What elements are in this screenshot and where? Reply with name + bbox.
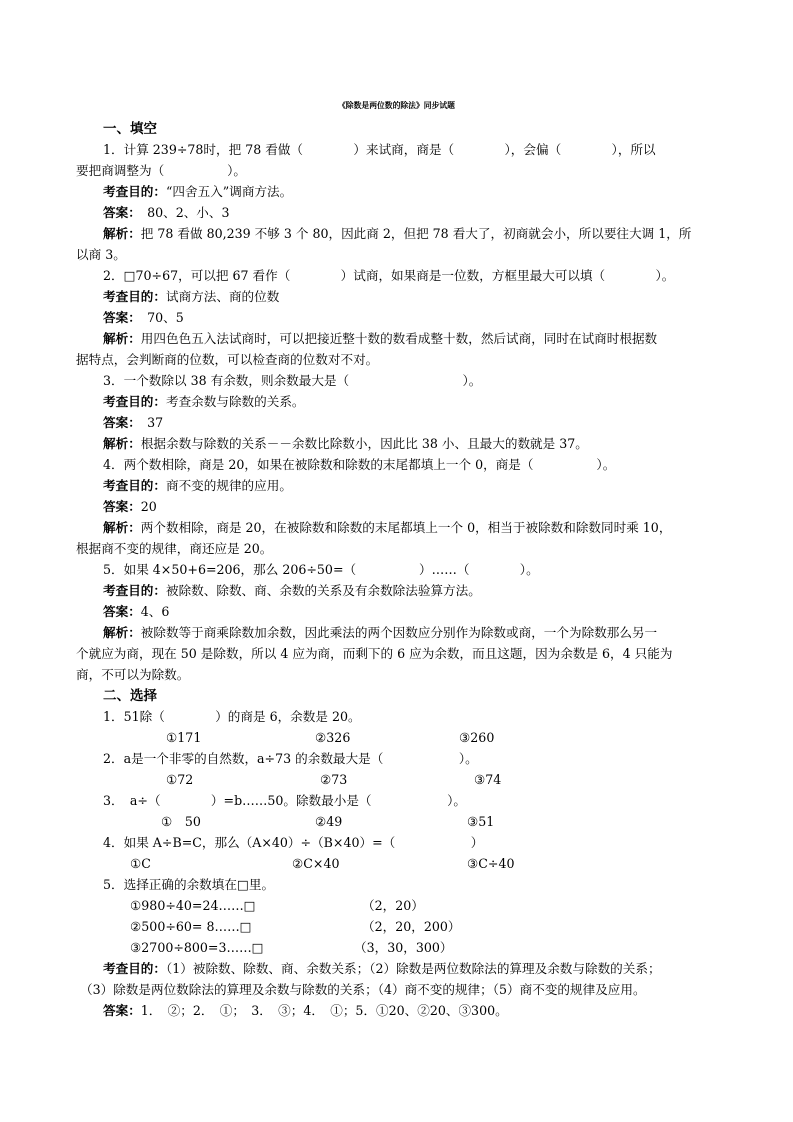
q5-analysis-line2: 个就应为商，现在 50 是除数，所以 4 应为商，而剩下的 6 应为余数，而且这题，因为余数是 6，4 只能为 (76, 646, 673, 661)
page-title: 《除数是两位数的除法》同步试题 (338, 101, 455, 110)
q1-analysis-text1: 把 78 看做 80,239 不够 3 个 80，因此商 2，但把 78 看大了，初商就会小，所以要往大调 1，所 (140, 226, 692, 241)
c4-option-2: ②C×40 (292, 856, 340, 871)
q5-text-line1: 5．如果 4×50+6=206，那么 206÷50=（ ）……（ ）。 (103, 562, 539, 577)
c1-option-2: ②326 (315, 730, 351, 745)
q3-analysis-line1 (103, 435, 588, 453)
q5-answer (103, 603, 169, 621)
c2-question: 2．a是一个非零的自然数，a÷73 的余数最大是（ ）。 (103, 751, 478, 766)
c4-question: 4．如果 A÷B=C，那么（A×40）÷（B×40）=（ ） (103, 835, 484, 850)
q2-analysis-line2: 据特点，会判断商的位数，可以检查商的位数对不对。 (76, 352, 379, 367)
analysis-label: 解析： (103, 436, 141, 451)
c5-row-3-options: （3，30，300） (354, 940, 453, 955)
answer-label: 答案： (103, 415, 135, 430)
q4-answer-text: 20 (140, 499, 157, 514)
q2-answer (103, 309, 184, 327)
c5-row-3: ③2700÷800=3……□ (130, 940, 264, 955)
q1-analysis-line1 (103, 225, 691, 243)
answer-label: 答案： (103, 310, 135, 325)
c3-question: 3． a÷（ ）=b……50。除数最小是（ ）。 (103, 793, 466, 808)
q1-answer-text: 80、2、小、3 (134, 205, 230, 220)
answer-label: 答案： (103, 499, 141, 514)
q4-analysis-text1: 两个数相除，商是 20，在被除数和除数的末尾都填上一个 0，相当于被除数和除数同时乘 10， (140, 520, 672, 535)
q2-analysis-text1: 用四色色五入法试商时，可以把接近整十数的数看成整十数，然后试商，同时在试商时根据数 (140, 331, 658, 346)
q1-analysis-line2: 以商 3。 (76, 247, 126, 262)
q5-analysis-line3: 商，不可以为除数。 (76, 667, 190, 682)
q4-analysis-line2: 根据商不变的规律，商还应是 20。 (76, 541, 273, 556)
c3-option-3: ③51 (467, 814, 495, 829)
q4-purpose-text: 商不变的规律的应用。 (165, 478, 292, 493)
section-heading-fill-blank: 一、填空 (103, 121, 157, 137)
answer-label: 答案： (103, 1003, 141, 1018)
c5-row-2-options: （2，20，200） (362, 919, 461, 934)
q2-purpose-text: 试商方法、商的位数 (165, 289, 280, 304)
c4-option-1: ①C (130, 856, 151, 871)
q5-purpose (103, 582, 481, 600)
q2-answer-text: 70、5 (134, 310, 184, 325)
q2-analysis-line1 (103, 330, 657, 348)
q4-analysis-line1 (103, 519, 671, 537)
summary-purpose-line2: （3）除数是两位数除法的算理及余数与除数的关系；（4）商不变的规律；（5）商不变的规律及应用。 (80, 982, 646, 997)
answer-label: 答案： (103, 205, 135, 220)
purpose-label: 考查目的： (103, 394, 166, 409)
section-heading-choice: 二、选择 (103, 688, 157, 704)
purpose-label: 考查目的： (103, 289, 166, 304)
c5-row-1: ①980÷40=24……□ (130, 898, 256, 913)
c2-option-1: ①72 (166, 772, 194, 787)
summary-answer (103, 1002, 508, 1020)
q2-text-line1: 2．□70÷67，可以把 67 看作（ ）试商，如果商是一位数，方框里最大可以填（ ）。 (103, 268, 675, 283)
q5-analysis-text1: 被除数等于商乘除数加余数，因此乘法的两个因数应分别作为除数或商，一个为除数那么另一 (140, 625, 658, 640)
q3-answer (103, 414, 163, 432)
q3-text-line1: 3．一个数除以 38 有余数，则余数最大是（ ）。 (103, 373, 482, 388)
c1-option-3: ③260 (459, 730, 495, 745)
c1-option-1: ①171 (166, 730, 202, 745)
q1-text-line1: 1．计算 239÷78时，把 78 看做（ ）来试商，商是（ ），会偏（ ），所以 (103, 142, 656, 157)
q1-purpose-text: “四舍五入”调商方法。 (165, 184, 293, 199)
q3-purpose-text: 考查余数与除数的关系。 (165, 394, 305, 409)
q4-text-line1: 4．两个数相除，商是 20，如果在被除数和除数的末尾都填上一个 0，商是（ ）。 (103, 457, 616, 472)
summary-answer-text: 1． ②；2． ①； 3． ③；4． ①；5．①20、②20、③300。 (140, 1003, 508, 1018)
c5-question: 5．选择正确的余数填在□里。 (103, 877, 275, 892)
q2-purpose (103, 288, 279, 306)
analysis-label: 解析： (103, 331, 141, 346)
purpose-label: 考查目的： (103, 583, 166, 598)
c3-option-1: ① 50 (161, 814, 201, 829)
summary-purpose-line1 (103, 960, 661, 978)
q4-answer (103, 498, 157, 516)
answer-label: 答案： (103, 604, 141, 619)
purpose-label: 考查目的： (103, 961, 166, 976)
c1-question: 1．51除（ ）的商是 6，余数是 20。 (103, 709, 361, 724)
c2-option-2: ②73 (320, 772, 348, 787)
q3-purpose (103, 393, 305, 411)
c5-row-2: ②500÷60= 8……□ (130, 919, 252, 934)
q3-analysis-text1: 根据余数与除数的关系－－余数比除数小，因此比 38 小、且最大的数就是 37。 (140, 436, 588, 451)
q5-analysis-line1 (103, 624, 657, 642)
summary-purpose-text1: （1）被除数、除数、商、余数关系；（2）除数是两位数除法的算理及余数与除数的关系； (165, 961, 661, 976)
analysis-label: 解析： (103, 226, 141, 241)
c4-option-3: ③C÷40 (467, 856, 515, 871)
q1-purpose (103, 183, 292, 201)
analysis-label: 解析： (103, 520, 141, 535)
q1-text-line2: 要把商调整为（ ）。 (76, 163, 247, 178)
q3-answer-text: 37 (134, 415, 164, 430)
q4-purpose (103, 477, 292, 495)
q5-purpose-text: 被除数、除数、商、余数的关系及有余数除法验算方法。 (165, 583, 481, 598)
c2-option-3: ③74 (474, 772, 502, 787)
purpose-label: 考查目的： (103, 478, 166, 493)
analysis-label: 解析： (103, 625, 141, 640)
purpose-label: 考查目的： (103, 184, 166, 199)
q1-answer (103, 204, 230, 222)
c3-option-2: ②49 (315, 814, 343, 829)
c5-row-1-options: （2，20） (362, 898, 424, 913)
q5-answer-text: 4、6 (140, 604, 170, 619)
